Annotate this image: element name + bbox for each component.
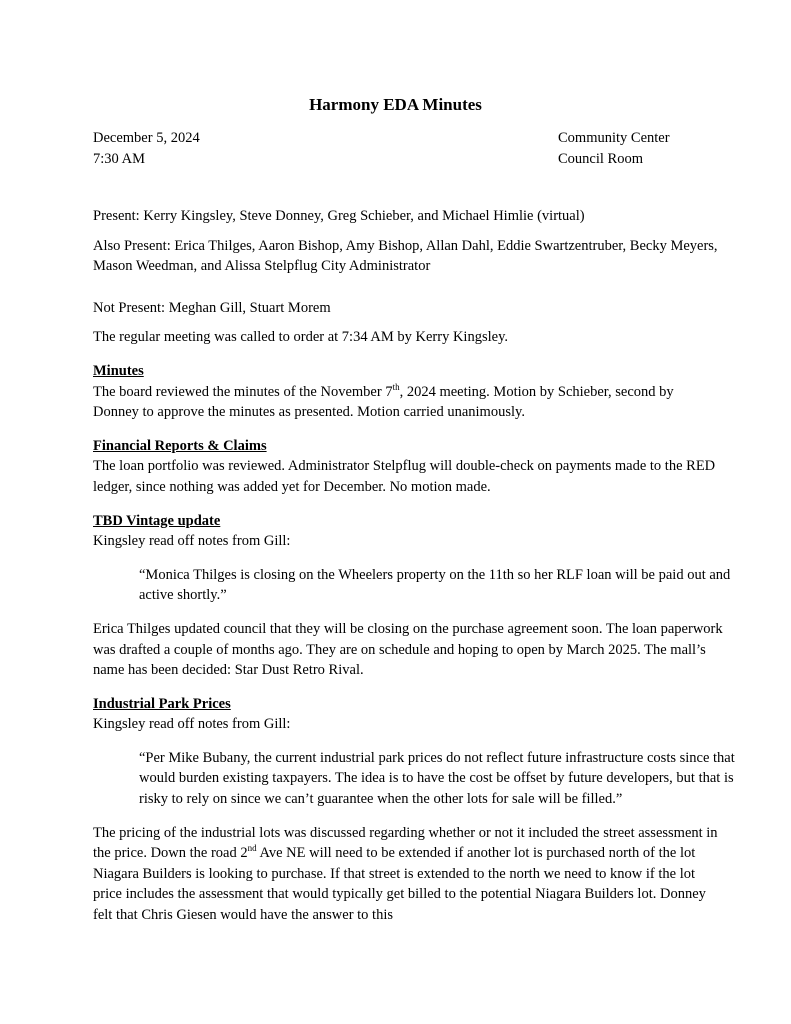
minutes-body (93, 206, 735, 926)
industrial-intro: Kingsley read off notes from Gill: (93, 716, 291, 733)
not-present-list: Not Present: Meghan Gill, Stuart Morem (93, 299, 331, 316)
page-title: Harmony EDA Minutes (309, 95, 482, 114)
present-list: Present: Kerry Kingsley, Steve Donney, Greg Schieber, and Michael Himlie (virtual) (93, 208, 585, 224)
tbd-quote: “Monica Thilges is closing on the Wheelers property on the 11th so her RLF loan will be paid out and active shortly.” (139, 566, 731, 604)
industrial-text: The pricing of the industrial lots was discussed regarding whether or not it included the street assessment in the price. Down the road 2nd Ave NE will need to be extended if another lot is purchased north of the lot Niagara Builders is looking to purchase. If that street is extended to the north we need to know if the lot price includes the assessment that would typically get billed to the potential Niagara Builders lot. Donney felt that Chris Giesen would have the answer to this (93, 824, 718, 924)
tbd-heading: TBD Vintage update (93, 512, 221, 529)
financial-heading: Financial Reports & Claims (93, 437, 267, 454)
tbd-intro: Kingsley read off notes from Gill: (93, 533, 291, 550)
industrial-quote: “Per Mike Bubany, the current industrial park prices do not reflect future infrastructure costs since that would burden existing taxpayers. The idea is to have the cost be offset by future developers, but that is risky to rely on since we can’t guarantee when the other lots for sale will be filled.” (139, 749, 735, 808)
industrial-heading: Industrial Park Prices (93, 695, 231, 712)
meeting-date-time (93, 128, 200, 170)
minutes-heading: Minutes (93, 362, 144, 379)
location-line2: Council Room (558, 151, 643, 167)
minutes-text: The board reviewed the minutes of the November 7th, 2024 meeting. Motion by Schieber, second by Donney to approve the minutes as presented. Motion carried unanimously. (93, 381, 674, 421)
tbd-text: Erica Thilges updated council that they will be closing on the purchase agreement soon. The loan paperwork was drafted a couple of months ago. They are on schedule and hoping to open by March 2025. The mall’s name has been decided: Star Dust Retro Rival. (93, 620, 723, 679)
call-to-order: The regular meeting was called to order at 7:34 AM by Kerry Kingsley. (93, 329, 509, 346)
meeting-location (558, 128, 670, 170)
financial-text: The loan portfolio was reviewed. Administrator Stelpflug will double-check on payments made to the RED ledger, since nothing was added yet for December. No motion made. (93, 458, 716, 495)
meeting-time: 7:30 AM (93, 151, 145, 167)
location-line1: Community Center (558, 130, 670, 146)
meeting-date: December 5, 2024 (93, 130, 200, 146)
also-present-list: Also Present: Erica Thilges, Aaron Bishop, Amy Bishop, Allan Dahl, Eddie Swartzentruber, Becky Meyers, Mason Weedman, and Alissa Stelpflug City Administrator (93, 237, 718, 275)
